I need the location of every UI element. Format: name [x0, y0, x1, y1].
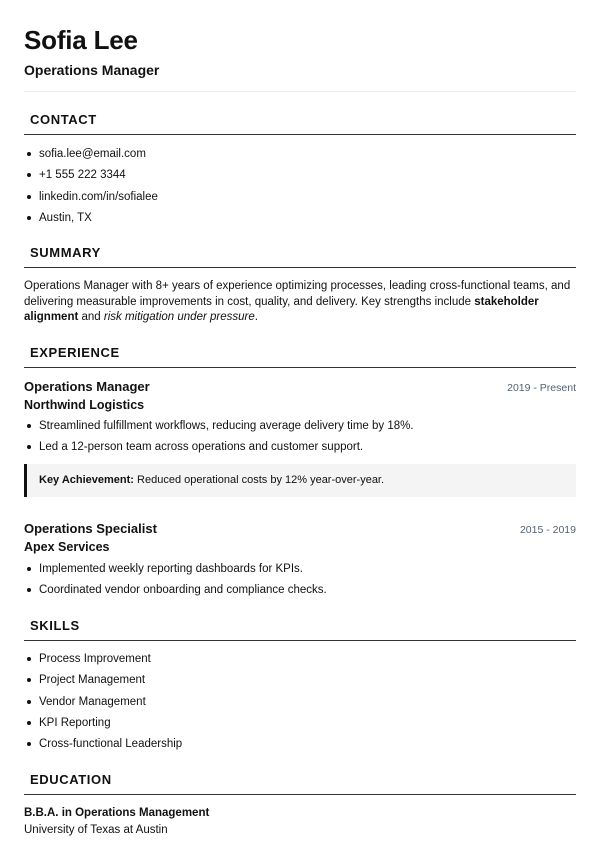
- contact-linkedin: linkedin.com/in/sofialee: [24, 189, 576, 210]
- key-achievement-box: [24, 464, 576, 497]
- contact-list: [24, 146, 576, 231]
- job-company-2: Apex Services: [24, 540, 110, 554]
- header-divider: [24, 91, 576, 92]
- contact-phone: +1 555 222 3344: [24, 167, 576, 188]
- job-bullets-1: [24, 418, 576, 461]
- summary-paragraph: [24, 279, 576, 326]
- section-header-education: [24, 770, 576, 795]
- skill-item: Process Improvement: [24, 651, 576, 672]
- section-header-summary: [24, 243, 576, 268]
- section-header-experience: [24, 343, 576, 368]
- key-achievement-text: [39, 473, 384, 488]
- section-title-skills: SKILLS: [30, 618, 80, 633]
- section-title-education: EDUCATION: [30, 772, 112, 787]
- skill-item: Cross-functional Leadership: [24, 736, 576, 757]
- summary-text-2: and: [78, 311, 104, 323]
- job-bullets-2: [24, 561, 576, 604]
- section-title-experience: EXPERIENCE: [30, 345, 120, 360]
- key-achievement-body: Reduced operational costs by 12% year-over-year.: [133, 474, 385, 486]
- job-2-bullet: Coordinated vendor onboarding and compliance checks.: [24, 582, 576, 603]
- education-degree: B.B.A. in Operations Management: [24, 807, 210, 819]
- contact-location: Austin, TX: [24, 210, 576, 231]
- summary-text-3: .: [254, 311, 258, 323]
- summary-text-1: Operations Manager with 8+ years of experience optimizing processes, leading cross-functional teams, and delivering measurable improvements in cost, quality, and delivery. Key strengths include: [24, 280, 571, 308]
- skill-item: KPI Reporting: [24, 715, 576, 736]
- job-1-bullet: Streamlined fulfillment workflows, reducing average delivery time by 18%.: [24, 418, 576, 439]
- summary-italic: risk mitigation under pressure: [103, 311, 255, 323]
- section-title-contact: CONTACT: [30, 112, 97, 127]
- candidate-name: Sofia Lee: [24, 25, 138, 55]
- job-2-bullet: Implemented weekly reporting dashboards for KPIs.: [24, 561, 576, 582]
- skill-item: Project Management: [24, 672, 576, 693]
- job-date-1: 2019 - Present: [507, 382, 576, 394]
- job-title-2: Operations Specialist: [24, 521, 157, 536]
- job-1-bullet: Led a 12-person team across operations and customer support.: [24, 439, 576, 460]
- job-company-1: Northwind Logistics: [24, 398, 145, 412]
- skill-item: Vendor Management: [24, 694, 576, 715]
- contact-email: sofia.lee@email.com: [24, 146, 576, 167]
- summary-bold: stakeholder alignment: [24, 295, 539, 323]
- job-date-2: 2015 - 2019: [519, 524, 576, 536]
- job-title-1: Operations Manager: [24, 379, 150, 394]
- section-header-contact: [24, 110, 576, 135]
- candidate-title: Operations Manager: [24, 62, 160, 78]
- skills-list: [24, 651, 576, 757]
- section-header-skills: [24, 616, 576, 641]
- section-title-summary: SUMMARY: [30, 245, 101, 260]
- education-school: University of Texas at Austin: [24, 824, 168, 836]
- key-achievement-label: Key Achievement:: [39, 474, 134, 486]
